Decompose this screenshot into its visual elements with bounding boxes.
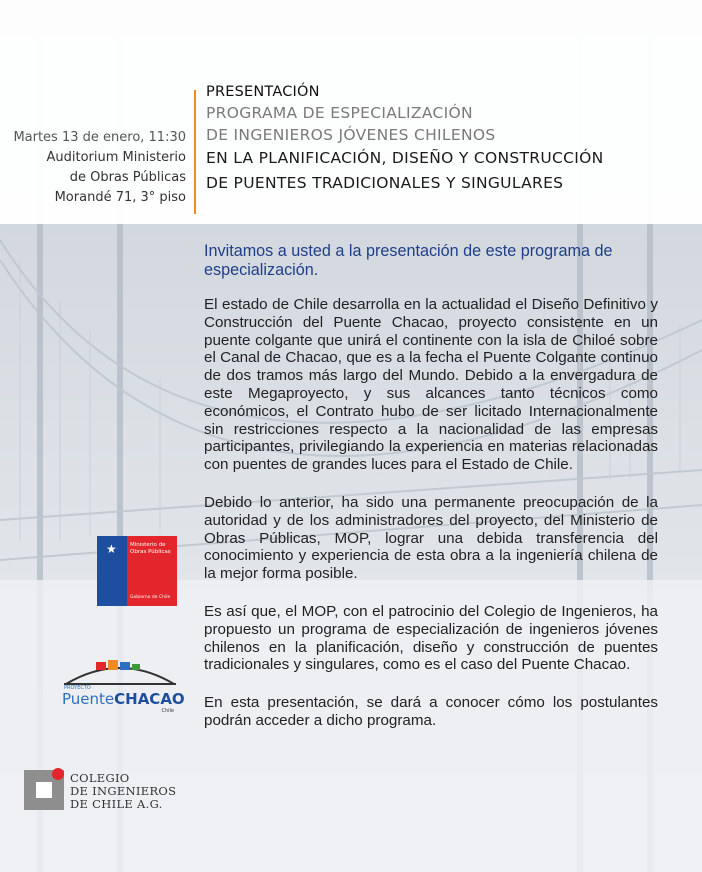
title-line3: EN LA PLANIFICACIÓN, DISEÑO Y CONSTRUCCIÓN: [206, 149, 604, 167]
cig-logo-dot: [52, 768, 64, 780]
mop-logo-gov: Gobierno de Chile: [130, 595, 171, 600]
title-line4: DE PUENTES TRADICIONALES Y SINGULARES: [206, 174, 564, 192]
cig-logo-line1: COLEGIO: [70, 771, 130, 785]
star-icon: ★: [106, 542, 117, 556]
pc-logo-word2: CHACAO: [114, 690, 185, 708]
cig-logo-line3: DE CHILE A.G.: [70, 797, 163, 811]
pc-logo-country: Chile: [161, 708, 174, 714]
title-kicker: PRESENTACIÓN: [206, 84, 320, 100]
mop-logo-blue: [97, 536, 127, 606]
title-line2: DE INGENIEROS JÓVENES CHILENOS: [206, 126, 496, 144]
body-content: [204, 242, 658, 750]
paragraph-2: Debido lo anterior, ha sido una permanente preocupación de la autoridad y de los administradores del proyecto, del Ministerio de Obras Públicas, MOP, lograr una debida transferencia del conocimiento y experiencia de esta obra a la ingeniería chilena de la mejor forma posible.: [204, 493, 658, 583]
mop-logo-name: Ministerio de Obras Públicas: [130, 542, 171, 555]
title-line1: PROGRAMA DE ESPECIALIZACIÓN: [206, 104, 473, 122]
lead-paragraph: Invitamos a usted a la presentación de este programa de especialización.: [204, 242, 613, 279]
paragraph-1: El estado de Chile desarrolla en la actualidad el Diseño Definitivo y Construcción del Puente Chacao, proyecto consistente en un puente colgante que unirá el continente con la isla de Chiloé sobre el Canal de Chacao, que es a la fecha el Puente Colgante continuo de dos tramos más largo del Mundo. Debido a la envergadura de este Megaproyecto, y sus alcances tanto técnicos como económicos, el Contrato hubo de ser licitado Internacionalmente sin restricciones respecto a la nacionalidad de las empresas participantes, privilegiando la experiencia en materias relacionadas con puentes de grandes luces para el Estado de Chile.: [204, 296, 658, 474]
title-block: [206, 82, 702, 196]
event-address: Morandé 71, 3° piso: [54, 190, 186, 205]
event-venue-line2: de Obras Públicas: [69, 170, 186, 185]
mop-logo-red: [127, 536, 177, 606]
pc-logo-word1: Puente: [62, 690, 115, 708]
mop-logo: [97, 536, 177, 606]
pc-logo-small: PROYECTO: [64, 685, 91, 691]
paragraph-4: En esta presentación, se dará a conocer cómo los postulantes podrán acceder a dicho programa.: [204, 694, 658, 729]
event-date: Martes 13 de enero, 11:30: [13, 130, 186, 145]
cig-logo-line2: DE INGENIEROS: [70, 784, 177, 798]
accent-divider: [194, 90, 196, 214]
bridge-icon: [62, 654, 178, 688]
pc-logo-word: [62, 690, 185, 708]
puente-chacao-logo: [62, 654, 185, 716]
paragraph-3: Es así que, el MOP, con el patrocinio del Colegio de Ingenieros, ha propuesto un programa de especialización de ingenieros jóvenes chilenos en la planificación, diseño y construcción de puentes tradicionales y singulares, como es el caso del Puente Chacao.: [204, 602, 658, 674]
colegio-ingenieros-logo: [24, 768, 184, 820]
cig-logo-text: [70, 772, 176, 811]
event-details: [0, 128, 186, 208]
event-venue-line1: Auditorium Ministerio: [46, 150, 186, 165]
